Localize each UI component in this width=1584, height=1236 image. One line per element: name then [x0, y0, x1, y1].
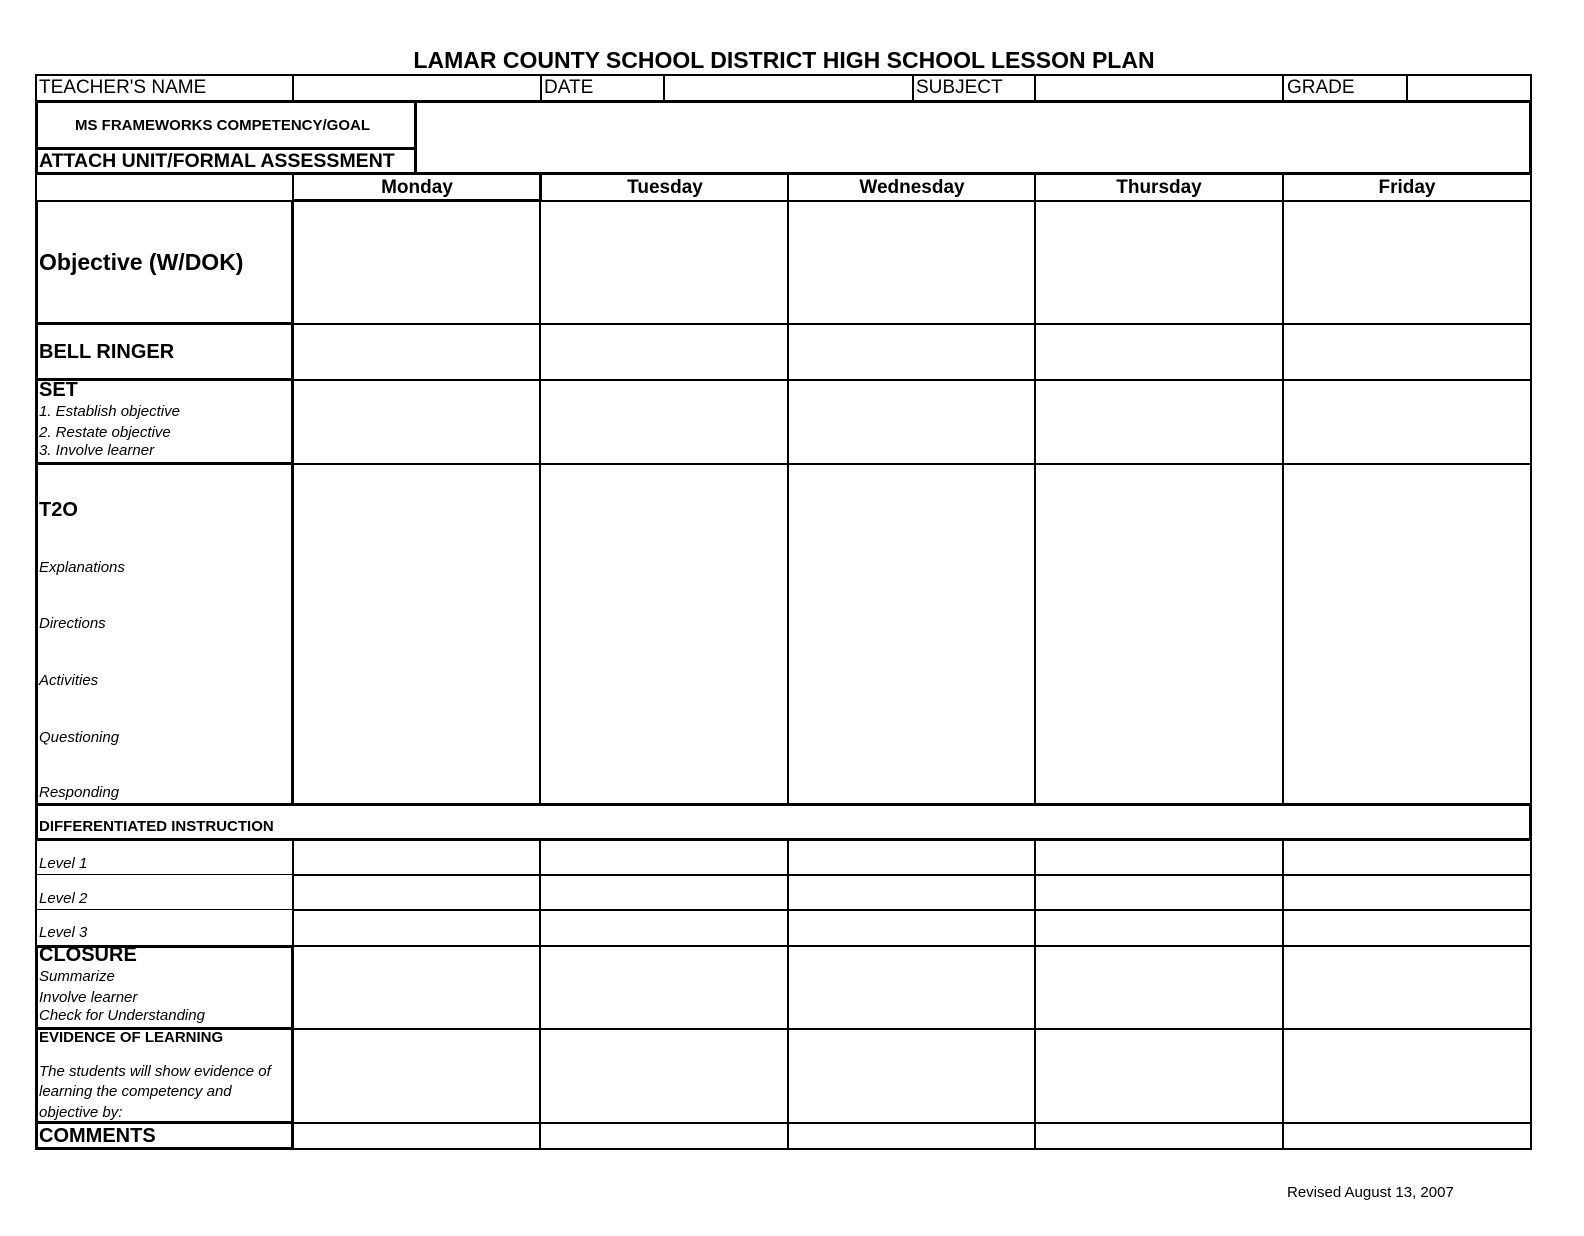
subject-label: SUBJECT [916, 77, 1003, 98]
evidence-cell-monday[interactable] [294, 1031, 538, 1121]
t2o-item-activities: Activities [39, 672, 99, 689]
level-3-cell-thursday[interactable] [1036, 912, 1280, 944]
t2o-cell-tuesday[interactable] [542, 466, 786, 802]
level-2-cell-friday[interactable] [1284, 877, 1528, 908]
comments-cell-monday[interactable] [294, 1125, 538, 1147]
rule [35, 175, 37, 202]
evidence-cell-thursday[interactable] [1036, 1031, 1280, 1121]
closure-cell-tuesday[interactable] [542, 948, 786, 1027]
bell-ringer-cell-tuesday[interactable] [542, 326, 786, 378]
objective-cell-thursday[interactable] [1036, 203, 1280, 322]
date-label: DATE [544, 77, 594, 98]
day-header-wednesday: Wednesday [859, 177, 965, 198]
closure-cell-thursday[interactable] [1036, 948, 1280, 1027]
level-1-cell-monday[interactable] [294, 841, 538, 873]
bell-ringer-cell-friday[interactable] [1284, 326, 1528, 378]
level-1-cell-tuesday[interactable] [542, 841, 786, 873]
t2o-item-responding: Responding [39, 784, 120, 801]
level-3-cell-monday[interactable] [294, 912, 538, 944]
rule [35, 945, 38, 1150]
comments-cell-friday[interactable] [1284, 1125, 1528, 1147]
level-2-cell-monday[interactable] [294, 877, 538, 908]
rule [1530, 74, 1532, 102]
grade-label: GRADE [1287, 77, 1355, 98]
competency-goal-label: MS FRAMEWORKS COMPETENCY/GOAL [75, 117, 370, 134]
rule [414, 100, 417, 175]
teacher-name-label: TEACHER'S NAME [39, 77, 207, 98]
evidence-line: learning the competency and [39, 1083, 232, 1100]
level-2-cell-thursday[interactable] [1036, 877, 1280, 908]
rule [1529, 803, 1532, 841]
objective-cell-monday[interactable] [294, 203, 538, 322]
bell-ringer-cell-monday[interactable] [294, 326, 538, 378]
rule [539, 200, 541, 804]
level-2-label: Level 2 [39, 890, 88, 907]
bell-ringer-cell-thursday[interactable] [1036, 326, 1280, 378]
evidence-line: objective by: [39, 1104, 123, 1121]
evidence-title: EVIDENCE OF LEARNING [39, 1029, 224, 1046]
rule [35, 838, 37, 948]
day-header-tuesday: Tuesday [627, 177, 703, 198]
rule [35, 1147, 294, 1150]
closure-title: CLOSURE [39, 944, 137, 966]
rule [1530, 175, 1532, 202]
t2o-cell-friday[interactable] [1284, 466, 1528, 802]
t2o-cell-wednesday[interactable] [789, 466, 1033, 802]
set-cell-monday[interactable] [294, 382, 538, 462]
day-header-monday: Monday [381, 177, 453, 198]
set-cell-wednesday[interactable] [789, 382, 1033, 462]
rule [35, 909, 293, 910]
evidence-line: The students will show evidence of [39, 1063, 271, 1080]
competency-goal-field[interactable] [418, 104, 1528, 171]
rule [35, 74, 37, 102]
rule [539, 838, 541, 1150]
rule [912, 74, 914, 102]
t2o-item-questioning: Questioning [39, 729, 120, 746]
rule [292, 874, 1532, 876]
evidence-cell-tuesday[interactable] [542, 1031, 786, 1121]
teacher-name-field[interactable] [294, 76, 539, 100]
t2o-cell-monday[interactable] [294, 466, 538, 802]
closure-item: Summarize [39, 968, 115, 985]
t2o-item-directions: Directions [39, 615, 106, 632]
differentiated-instruction-label: DIFFERENTIATED INSTRUCTION [39, 818, 274, 835]
comments-label: COMMENTS [39, 1125, 156, 1147]
rule [35, 803, 38, 841]
comments-cell-tuesday[interactable] [542, 1125, 786, 1147]
evidence-cell-friday[interactable] [1284, 1031, 1528, 1121]
evidence-cell-wednesday[interactable] [789, 1031, 1033, 1121]
rule [1530, 838, 1532, 1150]
date-field[interactable] [665, 76, 911, 100]
subject-field[interactable] [1036, 76, 1281, 100]
objective-cell-tuesday[interactable] [542, 203, 786, 322]
closure-cell-wednesday[interactable] [789, 948, 1033, 1027]
rule [1282, 74, 1284, 102]
closure-item: Involve learner [39, 989, 138, 1006]
rule [35, 172, 1532, 175]
set-item: 3. Involve learner [39, 442, 155, 459]
rule [35, 200, 38, 804]
rule [540, 74, 542, 102]
level-1-label: Level 1 [39, 855, 88, 872]
rule [35, 462, 294, 465]
bell-ringer-cell-wednesday[interactable] [789, 326, 1033, 378]
level-2-cell-tuesday[interactable] [542, 877, 786, 908]
rule [35, 100, 1532, 103]
objective-cell-wednesday[interactable] [789, 203, 1033, 322]
bell-ringer-label: BELL RINGER [39, 341, 175, 363]
level-3-cell-wednesday[interactable] [789, 912, 1033, 944]
day-header-friday: Friday [1378, 177, 1436, 198]
rule [35, 200, 1532, 202]
set-cell-thursday[interactable] [1036, 382, 1280, 462]
rule [1529, 100, 1532, 175]
grade-field[interactable] [1408, 76, 1529, 100]
set-cell-tuesday[interactable] [542, 382, 786, 462]
level-3-cell-tuesday[interactable] [542, 912, 786, 944]
closure-cell-friday[interactable] [1284, 948, 1528, 1027]
closure-cell-monday[interactable] [294, 948, 538, 1027]
rule [35, 1121, 294, 1124]
rule [35, 803, 1532, 806]
level-1-cell-thursday[interactable] [1036, 841, 1280, 873]
t2o-item-explanations: Explanations [39, 559, 125, 576]
level-3-label: Level 3 [39, 924, 88, 941]
rule [35, 100, 38, 175]
rule [1530, 200, 1532, 804]
rule [35, 322, 294, 325]
level-3-cell-friday[interactable] [1284, 912, 1528, 944]
day-header-thursday: Thursday [1116, 177, 1202, 198]
level-1-cell-wednesday[interactable] [789, 841, 1033, 873]
rule [35, 874, 293, 875]
t2o-cell-thursday[interactable] [1036, 466, 1280, 802]
set-item: 2. Restate objective [39, 424, 171, 441]
objective-cell-friday[interactable] [1284, 203, 1528, 322]
comments-cell-wednesday[interactable] [789, 1125, 1033, 1147]
set-title: SET [39, 379, 78, 401]
rule [292, 909, 1532, 911]
level-1-cell-friday[interactable] [1284, 841, 1528, 873]
page-title: LAMAR COUNTY SCHOOL DISTRICT HIGH SCHOOL LESSON PLAN [413, 47, 1155, 73]
t2o-title: T2O [39, 499, 78, 521]
formal-assessment-label: ATTACH UNIT/FORMAL ASSESSMENT [39, 150, 395, 172]
comments-cell-thursday[interactable] [1036, 1125, 1280, 1147]
rule [292, 199, 541, 202]
set-item: 1. Establish objective [39, 403, 180, 420]
set-cell-friday[interactable] [1284, 382, 1528, 462]
revised-date: Revised August 13, 2007 [1287, 1184, 1454, 1201]
objective-label: Objective (W/DOK) [39, 249, 244, 275]
level-2-cell-wednesday[interactable] [789, 877, 1033, 908]
closure-item: Check for Understanding [39, 1007, 205, 1024]
